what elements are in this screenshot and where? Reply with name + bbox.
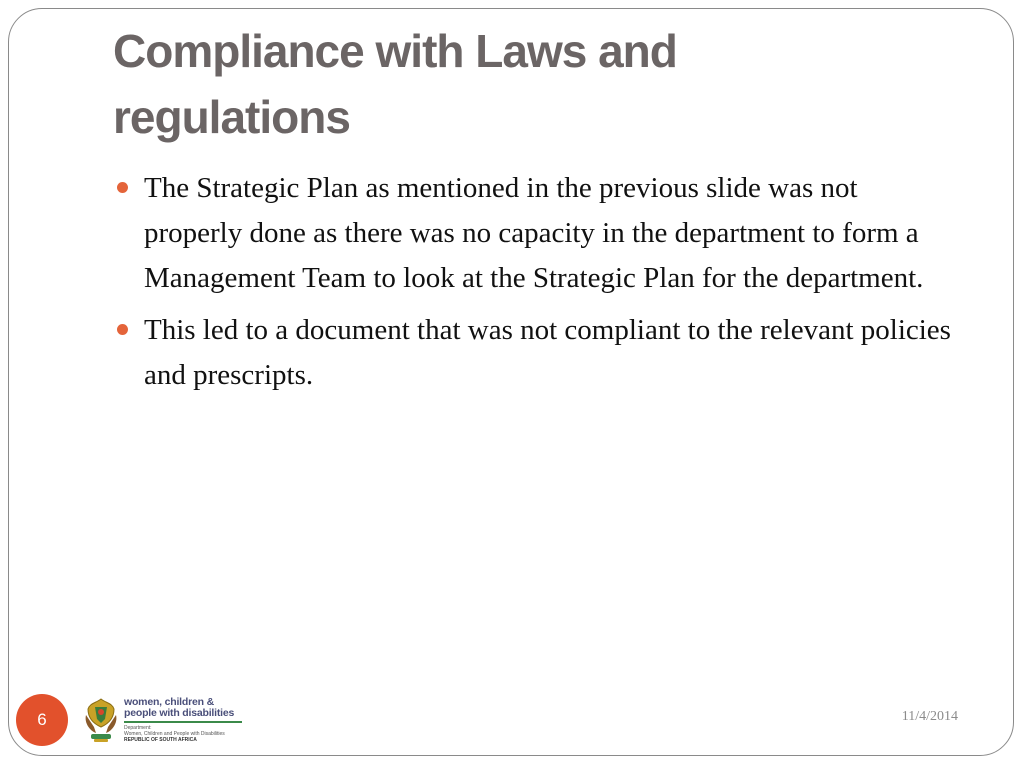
- logo-text-line-1: women, children &: [124, 696, 214, 708]
- bullet-item: [113, 308, 963, 398]
- logo-subtext-3: REPUBLIC OF SOUTH AFRICA: [124, 737, 197, 743]
- logo-divider: [124, 721, 242, 723]
- bullet-text: The Strategic Plan as mentioned in the previous slide was not properly done as there was no capacity in the department to form a Management Team to look at the Strategic Plan for the department.: [144, 172, 924, 294]
- slide-title: [113, 18, 913, 150]
- slide-title-line-2: regulations: [113, 91, 350, 143]
- bullet-dot-icon: [117, 324, 128, 335]
- slide-title-line-1: Compliance with Laws and: [113, 25, 677, 77]
- logo-subtext-1: Department:: [124, 725, 152, 731]
- slide-date: 11/4/2014: [901, 709, 958, 724]
- bullet-dot-icon: [117, 182, 128, 193]
- slide-number-badge: 6: [16, 694, 68, 746]
- bullet-item: [113, 166, 963, 301]
- logo-text-block: [124, 697, 249, 743]
- bullet-text: This led to a document that was not compliant to the relevant policies and prescripts.: [144, 314, 951, 391]
- department-logo: [84, 697, 249, 743]
- coat-of-arms-icon: [84, 697, 118, 743]
- logo-subtext-2: Women, Children and People with Disabilities: [124, 731, 225, 737]
- bullet-list: [113, 166, 963, 405]
- logo-text-line-2: people with disabilities: [124, 707, 235, 719]
